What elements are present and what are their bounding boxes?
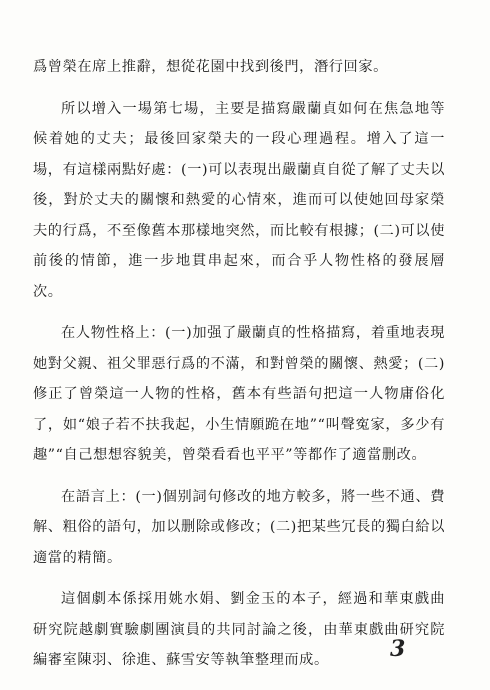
paragraph-characters: 在人物性格上：(一)加强了嚴蘭貞的性格描寫，着重地表現她對父親、祖父罪惡行爲的不滿，和對曾榮的關懷、熱愛；(二)修正了曾榮這一人物的性格，舊本有些語句把這一人物庸俗化了，如“娘子若不扶我起，小生情願跪在地”“叫聲寃家，多少有趣”“自己想想容貌美，曾榮看看也平平”等都作了適當删改。 [33,325,445,463]
body-text [33,52,445,687]
paragraph-continuation: 爲曾榮在席上推辭，想從花園中找到後門，潛行回家。 [33,59,388,75]
paragraph-scene-seven: 所以增入一場第七場，主要是描寫嚴蘭貞如何在焦急地等候着她的丈夫；最後回家榮夫的一段心理過程。增入了這一場，有這樣兩點好處：(一)可以表現出嚴蘭貞自從了解了丈夫以後，對於丈夫的關懷和熱愛的心情來，進而可以使她回母家榮夫的行爲，不至像舊本那樣地突然，而比較有根據；(二)可以使前後的情節，進一步地貫串起來，而合乎人物性格的發展層次。 [33,100,445,300]
paragraph-language: 在語言上：(一)個别詞句修改的地方較多，將一些不通、費解、粗俗的語句，加以删除或修改；(二)把某些冗長的獨白給以適當的精簡。 [33,488,445,566]
page-number: 3 [390,636,406,662]
paragraph-source: 這個劇本係採用姚水娟、劉金玉的本子，經過和華東戲曲研究院越劇實驗劇團演員的共同討論之後，由華東戲曲研究院編審室陳羽、徐進、蘇雪安等執筆整理而成。 [33,591,445,668]
